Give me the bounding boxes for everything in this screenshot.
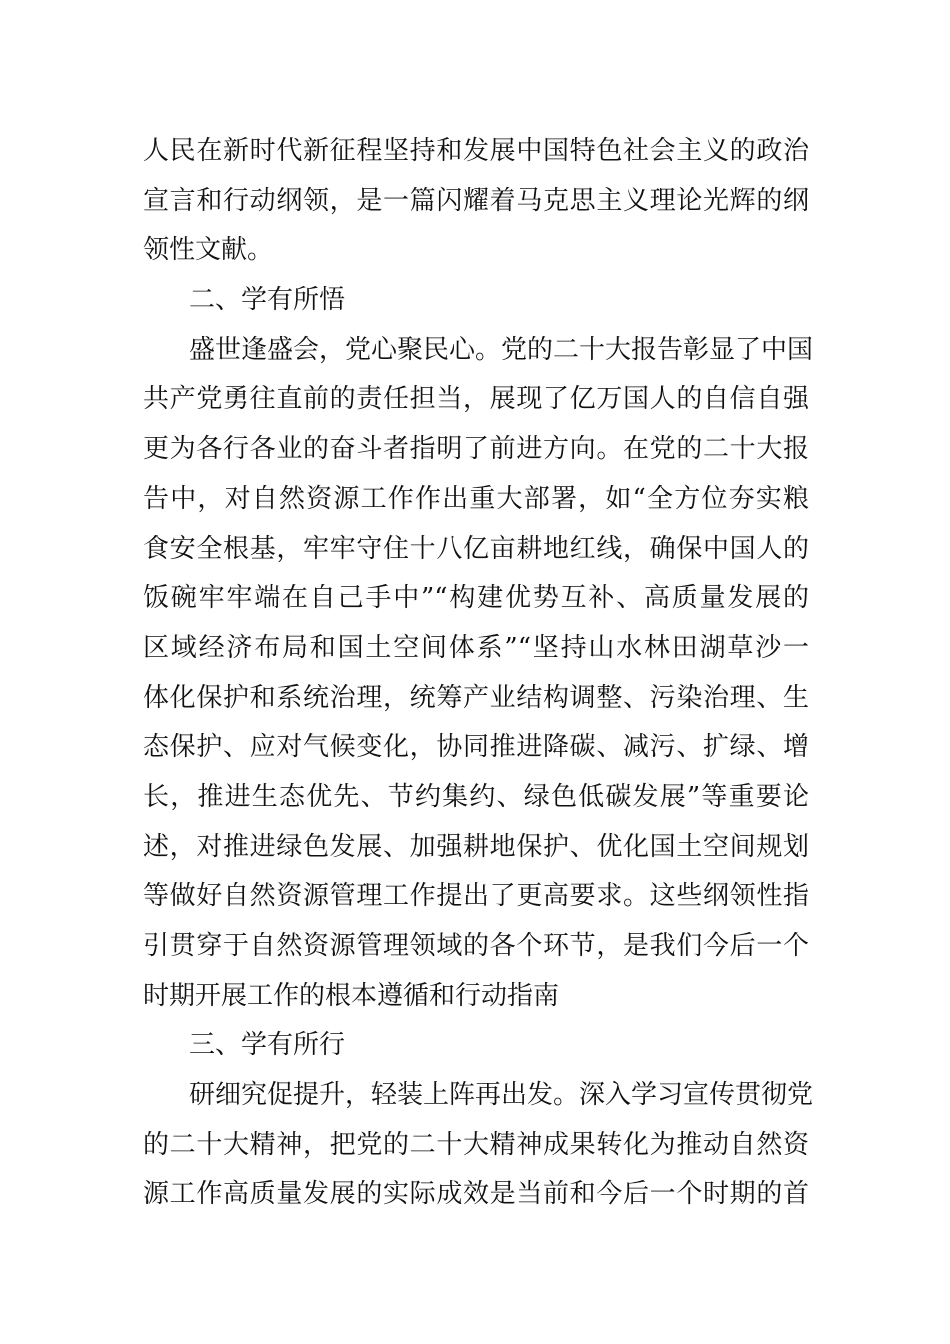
text-line: 更为各行各业的奋斗者指明了前进方向。在党的二十大报 xyxy=(143,434,809,465)
text-line: 领性文献。 xyxy=(143,235,274,266)
text-line: 区域经济布局和国土空间体系”“坚持山水林田湖草沙一 xyxy=(143,632,809,663)
text-line: 态保护、应对气候变化，协同推进降碳、减污、扩绿、增 xyxy=(143,732,809,763)
text-line: 共产党勇往直前的责任担当，展现了亿万国人的自信自强 xyxy=(143,384,809,415)
text-line: 人民在新时代新征程坚持和发展中国特色社会主义的政治 xyxy=(143,136,809,166)
text-line: 引贯穿于自然资源管理领域的各个环节，是我们今后一个 xyxy=(143,931,809,961)
paragraph-start: 研细究促提升，轻装上阵再出发。深入学习宣传贯彻党 xyxy=(189,1080,814,1111)
document-body xyxy=(143,127,814,1220)
section-heading-3: 三、学有所行 xyxy=(189,1030,346,1061)
text-line: 食安全根基，牢牢守住十八亿亩耕地红线，确保中国人的 xyxy=(143,533,809,564)
text-line: 源工作高质量发展的实际成效是当前和今后一个时期的首 xyxy=(143,1179,809,1210)
text-line: 长，推进生态优先、节约集约、绿色低碳发展”等重要论 xyxy=(143,781,809,812)
text-line: 体化保护和系统治理，统筹产业结构调整、污染治理、生 xyxy=(143,682,809,713)
text-line: 述，对推进绿色发展、加强耕地保护、优化国土空间规划 xyxy=(143,831,809,862)
text-line: 的二十大精神，把党的二十大精神成果转化为推动自然资 xyxy=(143,1129,809,1160)
paragraph-start: 盛世逢盛会，党心聚民心。党的二十大报告彰显了中国 xyxy=(189,334,814,365)
text-line: 时期开展工作的根本遵循和行动指南 xyxy=(143,980,560,1011)
text-line: 告中，对自然资源工作作出重大部署，如“全方位夯实粮 xyxy=(143,483,809,514)
section-heading-2: 二、学有所悟 xyxy=(189,285,346,316)
text-line: 饭碗牢牢端在自己手中”“构建优势互补、高质量发展的 xyxy=(143,583,809,614)
text-line: 宣言和行动纲领，是一篇闪耀着马克思主义理论光辉的纲 xyxy=(143,185,809,216)
text-line: 等做好自然资源管理工作提出了更高要求。这些纲领性指 xyxy=(143,881,809,912)
